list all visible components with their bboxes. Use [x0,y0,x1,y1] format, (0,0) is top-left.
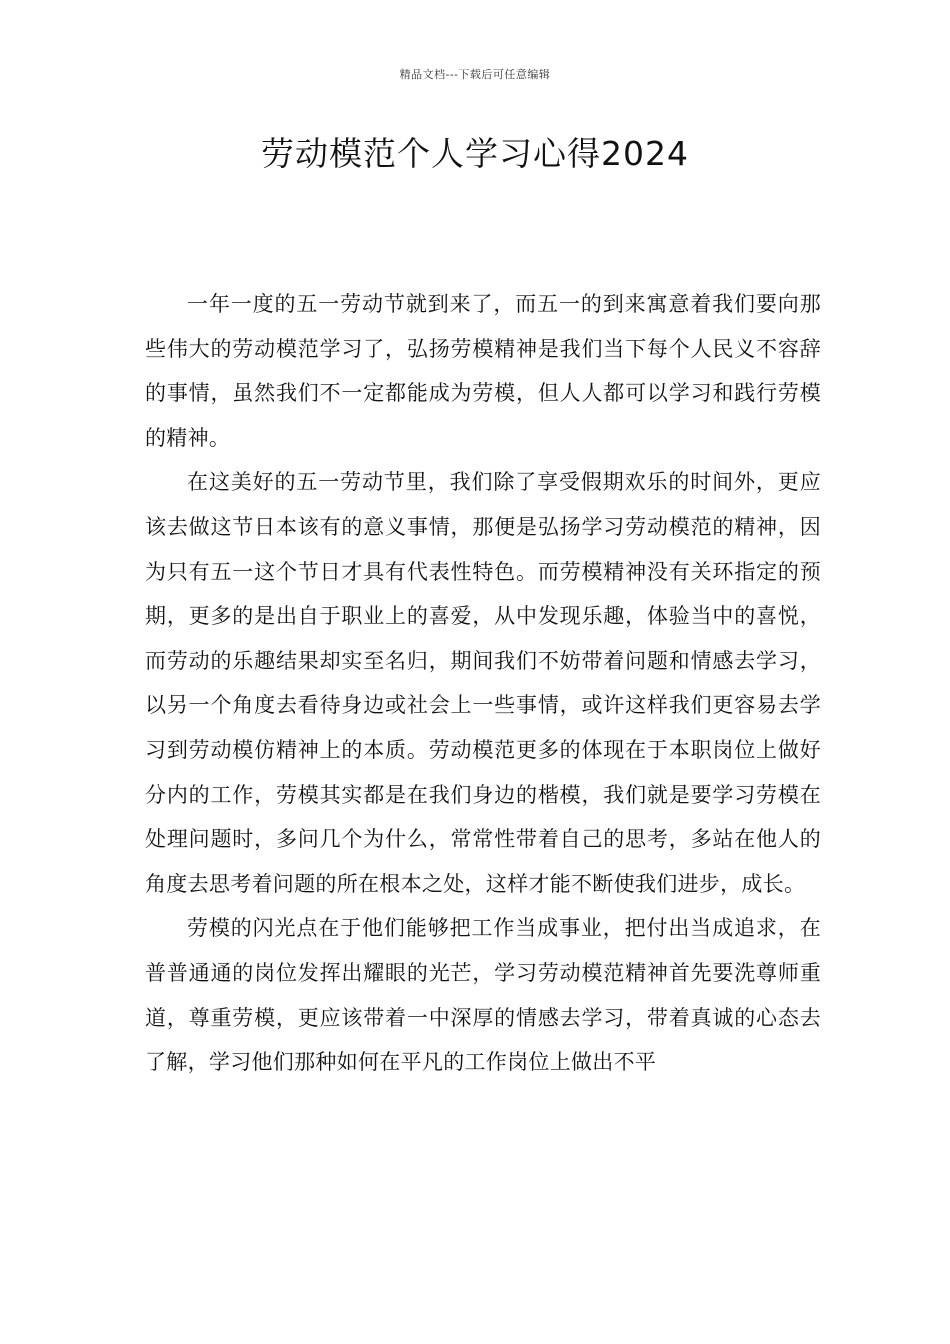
paragraph-1: 一年一度的五一劳动节就到来了，而五一的到来寓意着我们要向那些伟大的劳动模范学习了，弘扬劳模精神是我们当下每个人民义不容辞的事情，虽然我们不一定都能成为劳模，但人人都可以学习和践行劳模的精神。 [145,292,821,450]
document-title: 劳动模范个人学习心得2024 [261,134,689,173]
header-note: 精品文档---下载后可任意编辑 [399,68,551,81]
paragraph-3: 劳模的闪光点在于他们能够把工作当成事业，把付出当成追求，在普普通通的岗位发挥出耀眼的光芒，学习劳动模范精神首先要洗尊师重道，尊重劳模，更应该带着一中深厚的情感去学习，带着真诚的心态去了解，学习他们那种如何在平凡的工作岗位上做出不平 [145,916,821,1075]
document-body [145,282,821,1085]
paragraph-2: 在这美好的五一劳动节里，我们除了享受假期欢乐的时间外，更应该去做这节日本该有的意义事情，那便是弘扬学习劳动模范的精神，因为只有五一这个节日才具有代表性特色。而劳模精神没有关环指定的预期，更多的是出自于职业上的喜爱，从中发现乐趣，体验当中的喜悦，而劳动的乐趣结果却实至名归，期间我们不妨带着问题和情感去学习，以另一个角度去看待身边或社会上一些事情，或许这样我们更容易去学习到劳动模仿精神上的本质。劳动模范更多的体现在于本职岗位上做好分内的工作，劳模其实都是在我们身边的楷模，我们就是要学习劳模在处理问题时，多问几个为什么，常常性带着自己的思考，多站在他人的角度去思考着问题的所在根本之处，这样才能不断使我们进步，成长。 [145,470,821,896]
